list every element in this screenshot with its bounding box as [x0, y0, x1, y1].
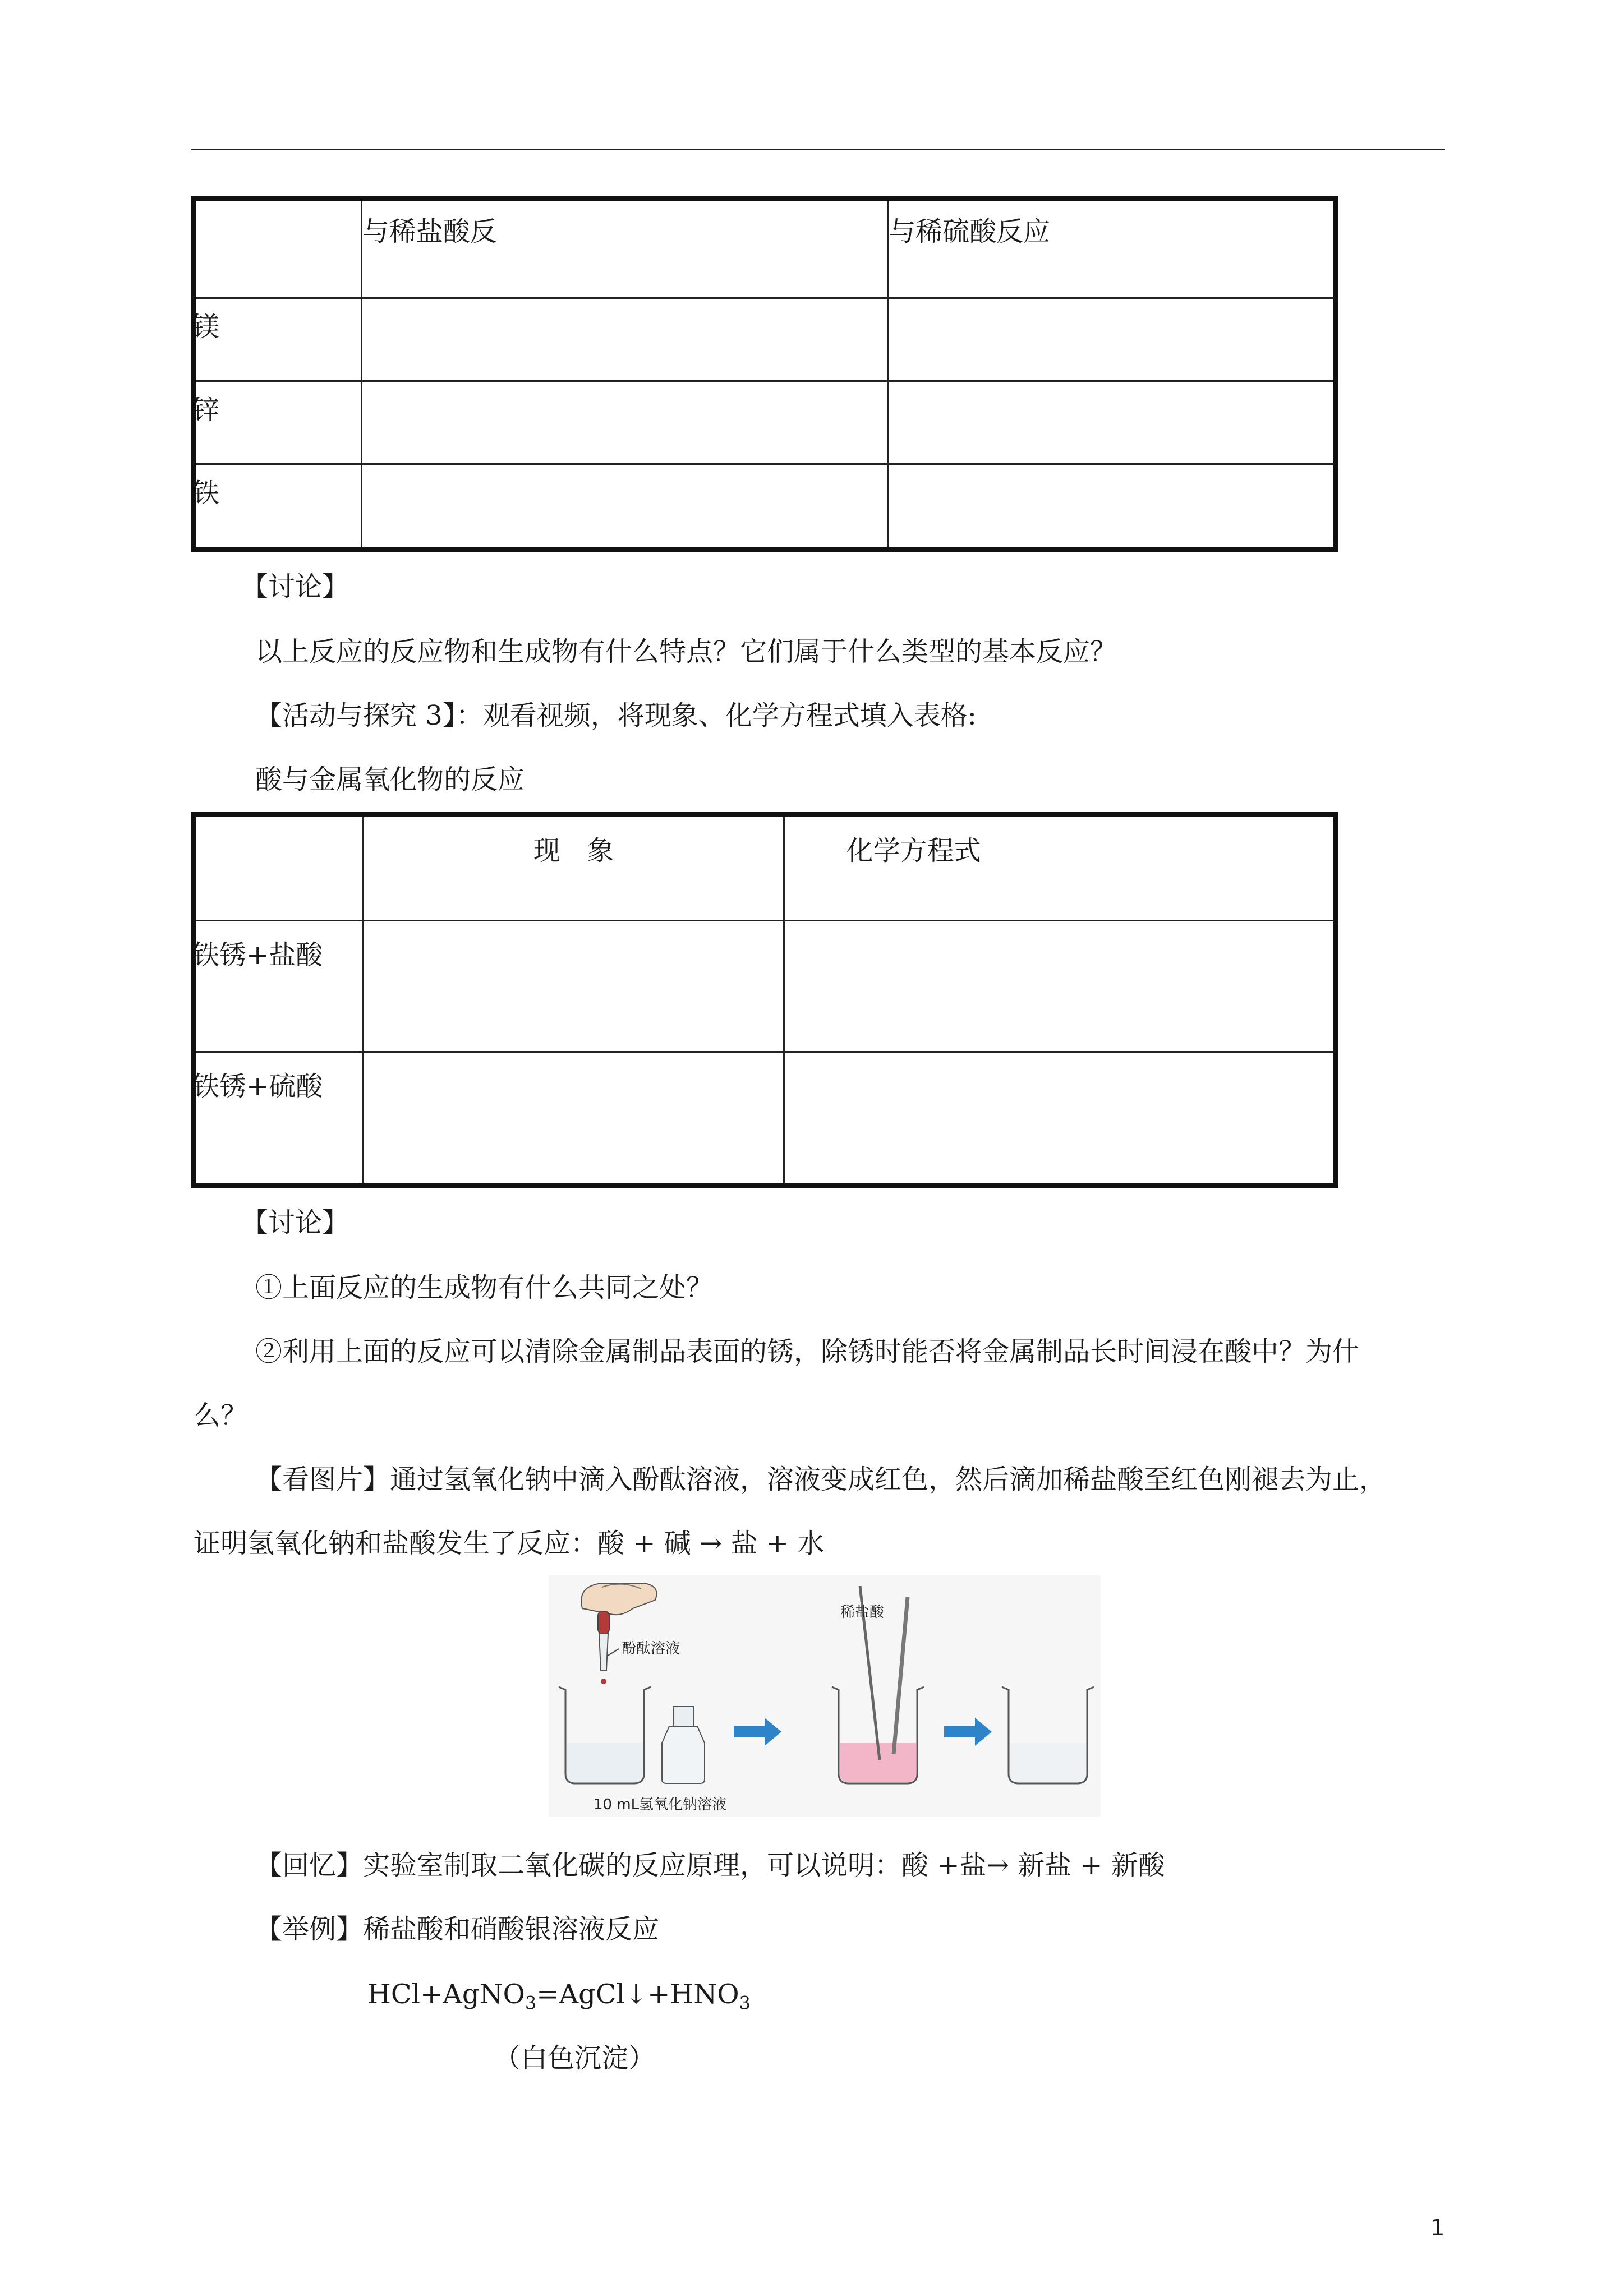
discussion2-heading: 【讨论】: [241, 1207, 349, 1238]
table1-row-label: 锌: [192, 381, 362, 464]
label-naoh: 10 mL氢氧化钠溶液: [594, 1796, 727, 1813]
table2-cell[interactable]: [784, 921, 1337, 1052]
discussion2-question2-line1: ②利用上面的反应可以清除金属制品表面的锈，除锈时能否将金属制品长时间浸在酸中？为什: [255, 1336, 1360, 1367]
table2-row-label: 铁锈+硫酸: [192, 1052, 364, 1184]
page-number: 1: [1430, 2215, 1445, 2241]
metal-acid-table: [191, 196, 1338, 549]
table1-cell[interactable]: [361, 381, 888, 464]
table1-corner-cell: [192, 197, 362, 298]
example-note: （白色沉淀）: [494, 2043, 656, 2074]
activity3-title: 【活动与探究 3】：观看视频，将现象、化学方程式填入表格:: [255, 700, 977, 731]
picture-paragraph-line1: 【看图片】通过氢氧化钠中滴入酚酞溶液，溶液变成红色，然后滴加稀盐酸至红色刚褪去为止，: [255, 1464, 1387, 1495]
activity3-subtitle: 酸与金属氧化物的反应: [255, 764, 525, 795]
label-hcl: 稀盐酸: [840, 1604, 885, 1621]
table1-cell[interactable]: [361, 464, 888, 548]
neutralization-figure-svg: [549, 1575, 1101, 1817]
table2-row-label: 铁锈+盐酸: [192, 921, 364, 1052]
picture-paragraph-line2: 证明氢氧化钠和盐酸发生了反应：酸 + 碱 → 盐 + 水: [194, 1528, 825, 1559]
label-phenolphthalein: 酚酞溶液: [622, 1640, 680, 1657]
discussion2-question2-line2: 么？: [194, 1400, 248, 1431]
table1-cell[interactable]: [888, 381, 1338, 464]
table1-cell[interactable]: [888, 464, 1338, 548]
discussion1-heading: 【讨论】: [241, 571, 349, 602]
table1-cell[interactable]: [361, 298, 888, 381]
table2-cell[interactable]: [364, 1052, 784, 1184]
header-rule: [191, 149, 1445, 150]
discussion1-question: 以上反应的反应物和生成物有什么特点？它们属于什么类型的基本反应？: [255, 636, 1117, 667]
table1-row-label: 铁: [192, 464, 362, 548]
rust-acid-table: [191, 812, 1338, 1185]
table2-header-equation: 化学方程式: [784, 813, 1337, 921]
table2-cell[interactable]: [364, 921, 784, 1052]
table1-cell[interactable]: [888, 298, 1338, 381]
example-equation: $HCl+AgNO_3=AgCl↓+HNO_3$: [367, 1979, 751, 2014]
table2-header-phenomenon: 现 象: [364, 813, 784, 921]
table2-corner-cell: [192, 813, 364, 921]
table1-header-h2so4: 与稀硫酸反应: [888, 197, 1338, 298]
table1-header-hcl: 与稀盐酸反: [361, 197, 888, 298]
discussion2-question1: ①上面反应的生成物有什么共同之处？: [255, 1272, 714, 1303]
table2-cell[interactable]: [784, 1052, 1337, 1184]
example-heading: 【举例】稀盐酸和硝酸银溶液反应: [255, 1914, 660, 1945]
recall-text: 【回忆】实验室制取二氧化碳的反应原理，可以说明：酸 +盐→ 新盐 + 新酸: [255, 1850, 1165, 1881]
neutralization-figure: [549, 1575, 1101, 1817]
table1-row-label: 镁: [192, 298, 362, 381]
